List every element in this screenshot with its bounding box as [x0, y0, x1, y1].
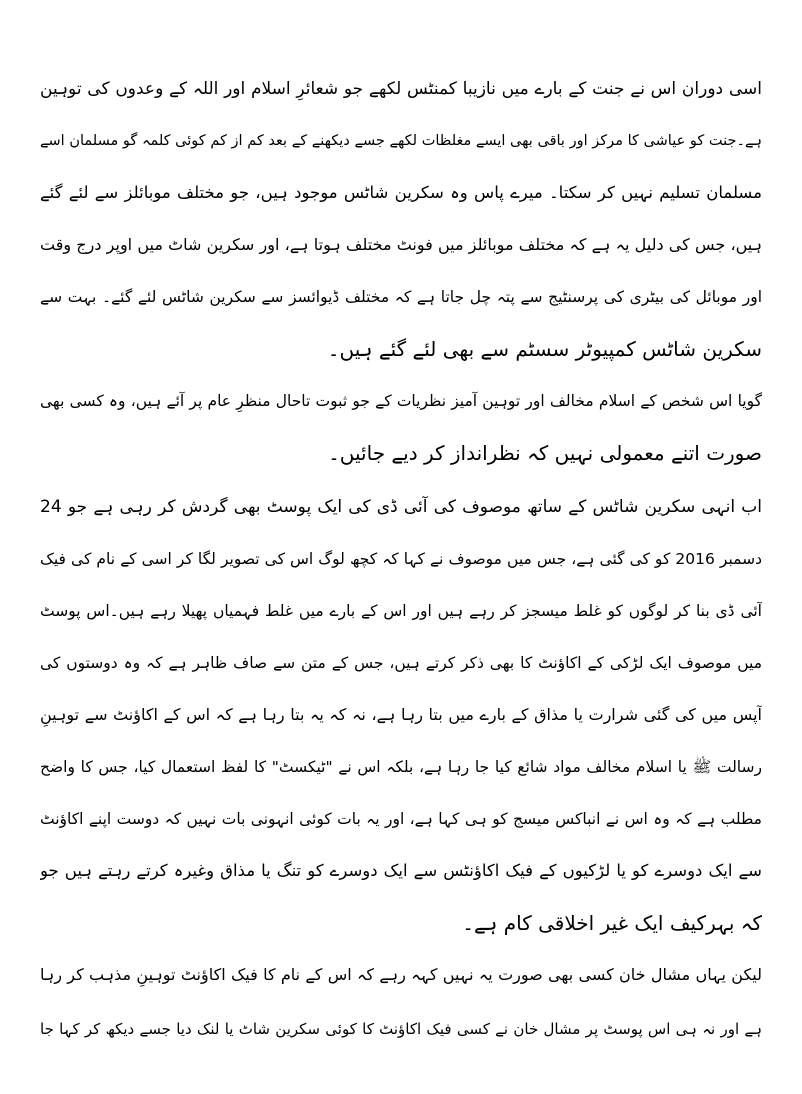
text-line-1: اسی دوران اس نے جنت کے بارے میں نازیبا کمنٹس لکھے جو شعائرِ اسلام اور اللہ کے وعدوں کی توہین	[40, 79, 762, 99]
text-line-14: رسالت ﷺ یا اسلام مخالف مواد شائع کیا جا رہا ہے، بلکہ اس نے "ٹیکسٹ" کا لفظ استعمال کیا، جس کا واضح	[40, 758, 762, 776]
text-line-11: آئی ڈی بنا کر لوگوں کو غلط میسجز کر رہے ہیں اور اس کے بارے میں غلط فہمیاں پھیلا رہے ہیں۔اس پوسٹ	[40, 602, 762, 620]
text-line-17: کہ بہرکیف ایک غیر اخلاقی کام ہے۔	[462, 911, 762, 935]
text-line-16: سے ایک دوسرے کو یا لڑکیوں کے فیک اکاؤنٹس سے ایک دوسرے کو تنگ یا مذاق وغیرہ کرتے رہتے ہیں جو	[40, 861, 762, 880]
text-line-9: اب انہی سکرین شاٹس کے ساتھ موصوف کی آئی ڈی کی ایک پوسٹ بھی گردش کر رہی ہے جو 24	[40, 497, 762, 517]
text-line-18: لیکن یہاں مشال خان کسی بھی صورت یہ نہیں کہہ رہے کہ اس کے نام کا فیک اکاؤنٹ توہینِ مذہب کر رہا	[40, 965, 762, 984]
text-line-3: مسلمان تسلیم نہیں کر سکتا۔ میرے پاس وہ سکرین شاٹس موجود ہیں، جو مختلف موبائلز سے لئے گئے	[40, 183, 762, 202]
text-line-2: ہے۔جنت کو عیاشی کا مرکز اور باقی بھی ایسے مغلظات لکھے جسے دیکھنے کے بعد کم از کم کوئی کلمہ گو مسلمان اسے	[40, 133, 762, 149]
text-line-10: دسمبر 2016 کو کی گئی ہے، جس میں موصوف نے کہا کہ کچھ لوگ اس کی تصویر لگا کر اسی کے نام کی فیک	[40, 550, 762, 568]
text-line-5: اور موبائل کی بیٹری کی پرسنٹیج سے پتہ چل جاتا ہے کہ مختلف ڈیوائسز سے سکرین شاٹس لئے گئے۔ بہت سے	[40, 288, 762, 306]
text-line-13: آپس میں کی گئی شرارت یا مذاق کے بارے میں بتا رہا ہے، نہ کہ یہ بتا رہا ہے کہ اس کے اکاؤنٹ سے توہینِ	[40, 705, 762, 724]
text-line-6: سکرین شاٹس کمپیوٹر سسٹم سے بھی لئے گئے ہیں۔	[327, 337, 762, 361]
text-line-8: صورت اتنے معمولی نہیں کہ نظرانداز کر دیے جائیں۔	[328, 441, 762, 465]
text-line-12: میں موصوف ایک لڑکی کے اکاؤنٹ کا بھی ذکر کرتے ہیں، جس کے متن سے صاف ظاہر ہے کہ وہ دوستوں کی	[40, 654, 762, 672]
text-line-7: گویا اس شخص کے اسلام مخالف اور توہین آمیز نظریات کے جو ثبوت تاحال منظرِ عام پر آئے ہیں، وہ کسی بھی	[40, 392, 762, 410]
text-line-4: ہیں، جس کی دلیل یہ ہے کہ مختلف موبائلز میں فونٹ مختلف ہوتا ہے، اور سکرین شاٹ میں اوپر درج وقت	[40, 235, 762, 254]
text-line-15: مطلب ہے کہ وہ اس نے انباکس میسج کو ہی کہا ہے، اور یہ بات کوئی انہونی بات نہیں کہ دوست اپنے اکاؤنٹ	[40, 810, 762, 828]
text-line-19: ہے اور نہ ہی اس پوسٹ پر مشال خان نے کسی فیک اکاؤنٹ کا کوئی سکرین شاٹ یا لنک دیا جسے دیکھ کر کہا جا	[40, 1020, 762, 1038]
